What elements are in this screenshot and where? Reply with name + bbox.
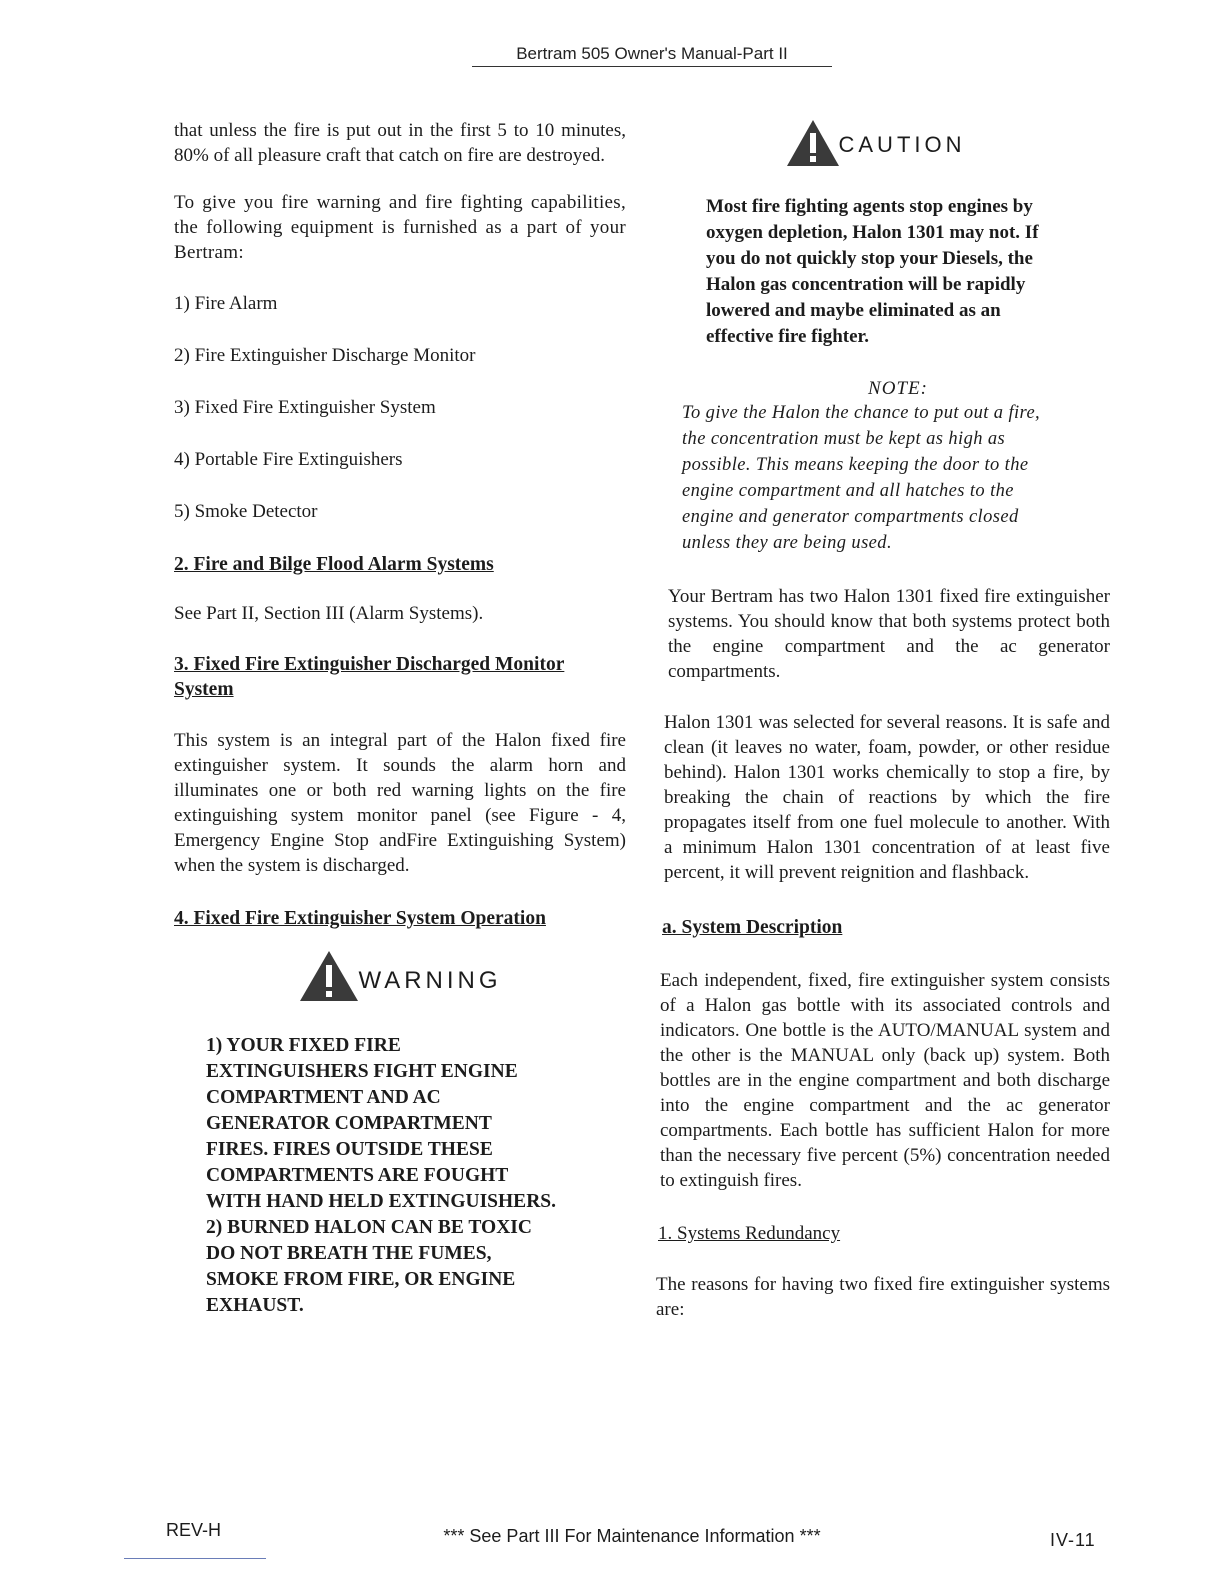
warning-line: COMPARTMENTS ARE FOUGHT [206, 1165, 509, 1186]
note-line: engine and generator compartments closed [682, 507, 1019, 527]
note-line: engine compartment and all hatches to the [682, 481, 1014, 501]
warning-label: WARNING [358, 967, 502, 994]
note-line: To give the Halon the chance to put out a fire, [682, 403, 1041, 423]
footer-revision: REV-H [166, 1520, 222, 1540]
section-3-heading: 3. Fixed Fire Extinguisher Discharged Monitor System [174, 654, 565, 700]
warning-line: DO NOT BREATH THE FUMES, [206, 1243, 492, 1264]
warning-line: EXHAUST. [206, 1295, 304, 1316]
halon-reasons-paragraph: Halon 1301 was selected for several reasons. It is safe and clean (it leaves no water, foam, powder, or other residue behind). Halon 1301 works chemically to stop a fire, by breaking the chain of reactions by which the fire propagates itself from one fuel molecule to another. With a minimum Halon 1301 concentration of at least five percent, it will prevent reignition and flashback. [664, 712, 1110, 883]
equipment-intro-paragraph: To give you fire warning and fire fighting capabilities, the following equipment is furnished as a part of your Bertram: [174, 192, 626, 263]
warning-line: WITH HAND HELD EXTINGUISHERS. [206, 1191, 556, 1212]
footer-rule [124, 1558, 266, 1559]
caution-line: oxygen depletion, Halon 1301 may not. If [706, 222, 1039, 243]
subsection-1-heading: 1. Systems Redundancy [658, 1223, 841, 1244]
warning-line: 1) YOUR FIXED FIRE [206, 1035, 401, 1056]
list-item: 5) Smoke Detector [174, 501, 318, 522]
caution-text-block [706, 194, 1110, 350]
caution-line: Halon gas concentration will be rapidly [706, 274, 1026, 295]
section-4-heading: 4. Fixed Fire Extinguisher System Operation [174, 908, 546, 929]
equipment-list [174, 291, 626, 524]
footer-page-number: IV-11 [1050, 1530, 1096, 1550]
page-header-title: Bertram 505 Owner's Manual-Part II [472, 44, 832, 67]
caution-line: Most fire fighting agents stop engines by [706, 196, 1033, 217]
warning-line: 2) BURNED HALON CAN BE TOXIC [206, 1217, 532, 1238]
caution-label: CAUTION [838, 132, 966, 157]
warning-line: COMPARTMENT AND AC [206, 1087, 441, 1108]
list-item: 1) Fire Alarm [174, 293, 278, 314]
footer-maintenance-note: *** See Part III For Maintenance Information *** [443, 1526, 821, 1546]
section-2-text: See Part II, Section III (Alarm Systems). [174, 603, 484, 624]
warning-triangle-icon [298, 949, 360, 1003]
warning-header [174, 949, 626, 1003]
note-text-block [682, 400, 1110, 556]
list-item: 2) Fire Extinguisher Discharge Monitor [174, 345, 476, 366]
halon-systems-paragraph: Your Bertram has two Halon 1301 fixed fire extinguisher systems. You should know that both systems protect both the engine compartment and the ac generator compartments. [668, 586, 1110, 682]
warning-line: FIRES. FIRES OUTSIDE THESE [206, 1139, 493, 1160]
right-column [656, 118, 1110, 1322]
warning-text-block [206, 1033, 626, 1319]
warning-line: SMOKE FROM FIRE, OR ENGINE [206, 1269, 516, 1290]
warning-line: GENERATOR COMPARTMENT [206, 1113, 492, 1134]
note-line: unless they are being used. [682, 533, 892, 553]
caution-line: lowered and maybe eliminated as an [706, 300, 1001, 321]
section-3-text: This system is an integral part of the Halon fixed fire extinguisher system. It sounds the alarm horn and illuminates one or both red warning lights on the fire extinguishing system monitor panel (see Figure - 4, Emergency Engine Stop andFire Extinguishing System) when the system is discharged. [174, 730, 626, 876]
caution-line: you do not quickly stop your Diesels, the [706, 248, 1033, 269]
caution-header [640, 118, 1110, 168]
section-2-heading: 2. Fire and Bilge Flood Alarm Systems [174, 554, 494, 575]
caution-line: effective fire fighter. [706, 326, 869, 347]
list-item: 3) Fixed Fire Extinguisher System [174, 397, 436, 418]
warning-line: EXTINGUISHERS FIGHT ENGINE [206, 1061, 518, 1082]
caution-triangle-icon [785, 118, 841, 168]
note-line: the concentration must be kept as high as [682, 429, 1006, 449]
redundancy-paragraph: The reasons for having two fixed fire extinguisher systems are: [656, 1274, 1110, 1320]
note-title: NOTE: [868, 378, 928, 399]
note-line: possible. This means keeping the door to the [682, 455, 1029, 475]
intro-continued-paragraph: that unless the fire is put out in the first 5 to 10 minutes, 80% of all pleasure craft that catch on fire are destroyed. [174, 120, 626, 166]
subsection-a-heading: a. System Description [662, 917, 843, 938]
left-column [174, 118, 626, 1319]
system-description-paragraph: Each independent, fixed, fire extinguisher system consists of a Halon gas bottle with its associated controls and indicators. One bottle is the AUTO/MANUAL system and the other is the MANUAL only (back up) system. Both bottles are in the engine compartment and both discharge into the engine compartment and the ac generator compartments. Each bottle has sufficient Halon for more than the necessary five percent (5%) concentration needed to extinguish fires. [660, 970, 1110, 1191]
list-item: 4) Portable Fire Extinguishers [174, 449, 403, 470]
